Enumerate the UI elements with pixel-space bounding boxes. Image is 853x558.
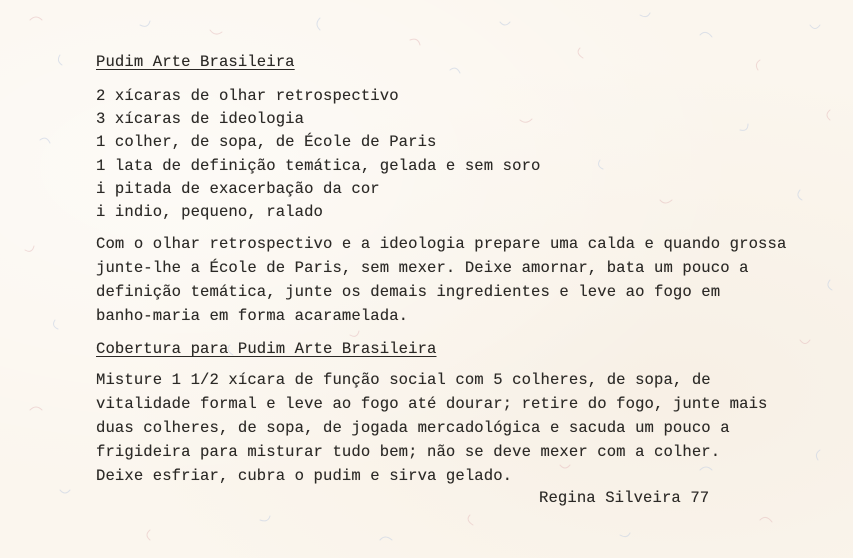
recipe-title: Pudim Arte Brasileira: [96, 53, 295, 71]
ingredient-item: i indio, pequeno, ralado: [96, 203, 323, 221]
ingredient-item: 3 xícaras de ideologia: [96, 110, 305, 128]
ingredient-item: i pitada de exacerbação da cor: [96, 180, 380, 198]
topping-instruction-line: duas colheres, de sopa, de jogada mercadológica e sacuda um pouco a: [96, 419, 730, 437]
ingredient-item: 1 colher, de sopa, de École de Paris: [96, 133, 437, 151]
ingredient-item: 2 xícaras de olhar retrospectivo: [96, 87, 399, 105]
instruction-line: Com o olhar retrospectivo e a ideologia prepare uma calda e quando grossa: [96, 235, 787, 253]
topping-title: Cobertura para Pudim Arte Brasileira: [96, 340, 437, 358]
topping-instruction-line: Deixe esfriar, cubra o pudim e sirva gelado.: [96, 467, 513, 485]
topping-instruction-line: vitalidade formal e leve ao fogo até dourar; retire do fogo, junte mais: [96, 395, 768, 413]
instruction-line: junte-lhe a École de Paris, sem mexer. Deixe amornar, bata um pouco a: [96, 259, 749, 277]
ingredient-item: 1 lata de definição temática, gelada e sem soro: [96, 157, 541, 175]
topping-instruction-line: frigideira para misturar tudo bem; não se deve mexer com a colher.: [96, 443, 721, 461]
author-signature: Regina Silveira 77: [539, 489, 710, 507]
instruction-line: definição temática, junte os demais ingredientes e leve ao fogo em: [96, 283, 721, 301]
instruction-line: banho-maria em forma acaramelada.: [96, 307, 409, 325]
topping-instruction-line: Misture 1 1/2 xícara de função social com 5 colheres, de sopa, de: [96, 371, 711, 389]
